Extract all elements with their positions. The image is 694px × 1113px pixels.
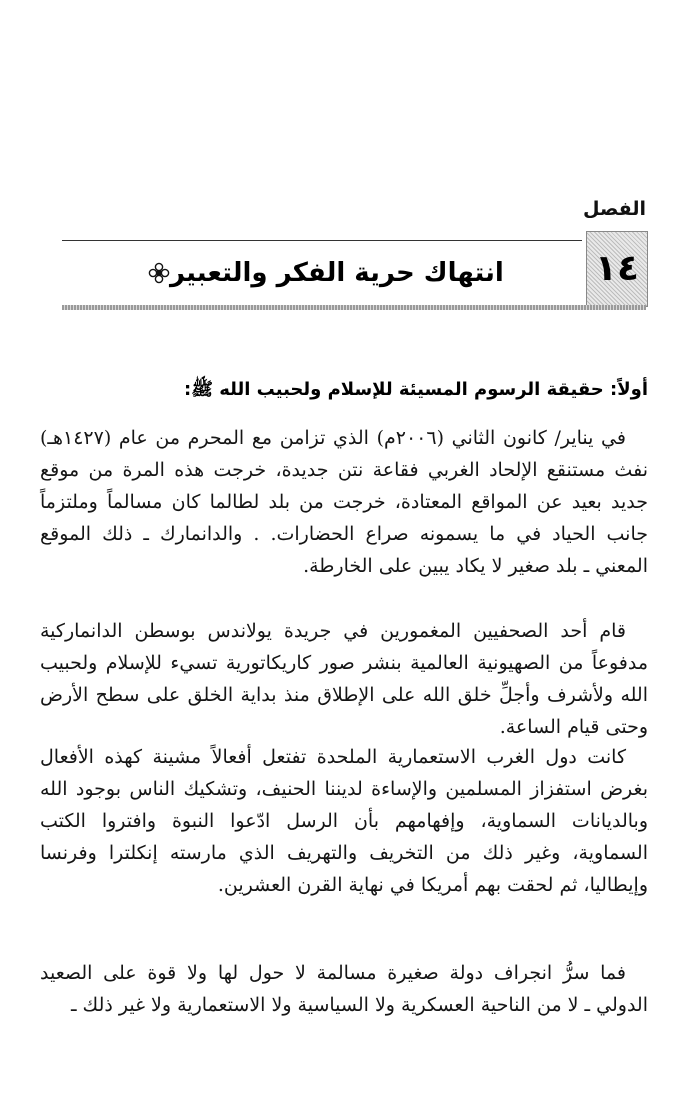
chapter-rule [62,240,582,241]
chapter-title-row [140,258,574,288]
title-underline [62,305,646,310]
paragraph-1: في يناير/ كانون الثاني (٢٠٠٦م) الذي تزامن مع المحرم من عام (١٤٢٧هـ) نفث مستنقع الإلحاد الغربي فقاعة نتن جديدة، خرجت هذه المرة من موقع جديد بعيد عن المواقع المعتادة، خرجت من بلد لطالما كان مسالماً وملتزماً جانب الحياد في ما يسمونه صراع الحضارات. . والدانمارك ـ ذلك الموقع المعني ـ بلد صغير لا يكاد يبين على الخارطة. [40,427,648,577]
paragraph-3: كانت دول الغرب الاستعمارية الملحدة تفتعل أفعالاً مشينة كهذه الأفعال بغرض استفزاز المسلمين والإساءة لديننا الحنيف، وتشكيك الناس بوجود الله وبالديانات السماوية، وإفهامهم بأن الرسل ادّعوا النبوة وافتروا الكتب السماوية، وغير ذلك من التخريف والتهريف الذي مارسته إنكلترا وفرنسا وإيطاليا، ثم لحقت بهم أمريكا في نهاية القرن العشرين. [40,746,648,896]
chapter-number: ١٤ [595,248,639,289]
section-heading: أولاً: حقيقة الرسوم المسيئة للإسلام ولحبيب الله ﷺ: [184,379,648,400]
chapter-number-box [586,231,648,307]
chapter-title: انتهاك حرية الفكر والتعبير [170,258,504,288]
flower-ornament-icon [148,262,170,284]
chapter-label: الفصل [582,198,646,220]
paragraph-2: قام أحد الصحفيين المغمورين في جريدة يولاندس بوسطن الدانماركية مدفوعاً من الصهيونية العالمية بنشر صور كاريكاتورية تسيء للإسلام ولحبيب الله ولأشرف وأجلِّ خلق الله على الإطلاق منذ بداية الخلق على سطح الأرض وحتى قيام الساعة. [40,620,648,738]
paragraph-4: فما سرُّ انجراف دولة صغيرة مسالمة لا حول لها ولا قوة على الصعيد الدولي ـ لا من الناحية العسكرية ولا السياسية ولا الاستعمارية ولا غير ذلك ـ [40,962,648,1016]
